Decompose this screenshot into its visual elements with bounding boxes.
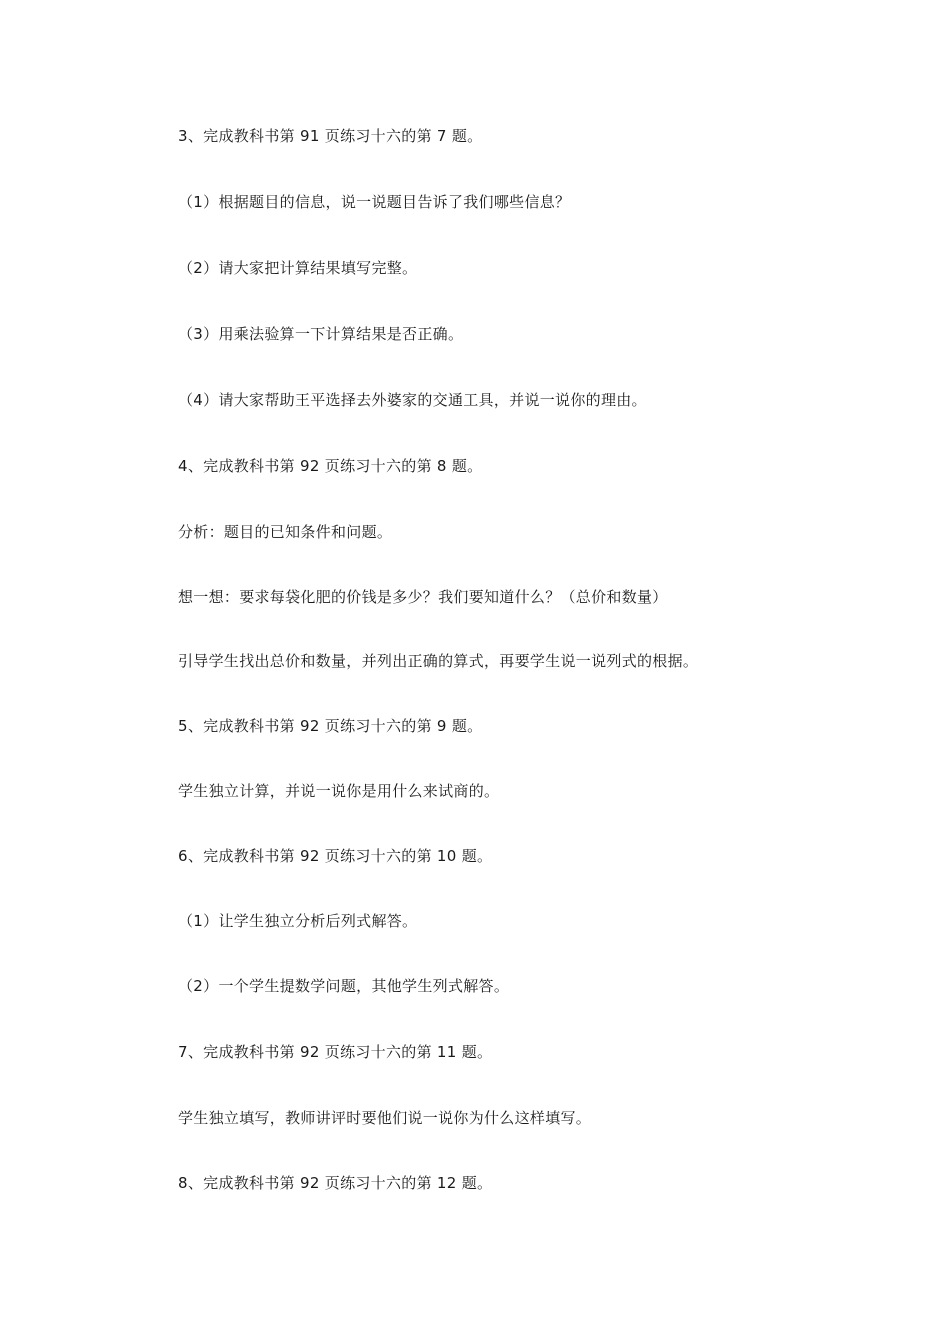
exercise-4-guide: 引导学生找出总价和数量，并列出正确的算式，再要学生说一说列式的根据。	[178, 652, 699, 670]
exercise-3-step-4: （4）请大家帮助王平选择去外婆家的交通工具，并说一说你的理由。	[178, 391, 647, 409]
exercise-7-heading: 7、完成教科书第 92 页练习十六的第 11 题。	[178, 1043, 493, 1061]
exercise-4-heading: 4、完成教科书第 92 页练习十六的第 8 题。	[178, 457, 483, 475]
exercise-5-heading: 5、完成教科书第 92 页练习十六的第 9 题。	[178, 717, 483, 735]
exercise-3-step-1: （1）根据题目的信息，说一说题目告诉了我们哪些信息？	[178, 193, 571, 211]
exercise-4-think: 想一想：要求每袋化肥的价钱是多少？我们要知道什么？（总价和数量）	[178, 588, 668, 606]
exercise-3-heading: 3、完成教科书第 91 页练习十六的第 7 题。	[178, 127, 483, 145]
exercise-4-analysis: 分析：题目的已知条件和问题。	[178, 523, 393, 541]
exercise-3-step-3: （3）用乘法验算一下计算结果是否正确。	[178, 325, 464, 343]
exercise-6-step-1: （1）让学生独立分析后列式解答。	[178, 912, 418, 930]
exercise-5-note: 学生独立计算，并说一说你是用什么来试商的。	[178, 782, 500, 800]
exercise-6-step-2: （2）一个学生提数学问题，其他学生列式解答。	[178, 977, 510, 995]
exercise-7-note: 学生独立填写，教师讲评时要他们说一说你为什么这样填写。	[178, 1109, 592, 1127]
exercise-3-step-2: （2）请大家把计算结果填写完整。	[178, 259, 418, 277]
exercise-6-heading: 6、完成教科书第 92 页练习十六的第 10 题。	[178, 847, 493, 865]
exercise-8-heading: 8、完成教科书第 92 页练习十六的第 12 题。	[178, 1174, 493, 1192]
